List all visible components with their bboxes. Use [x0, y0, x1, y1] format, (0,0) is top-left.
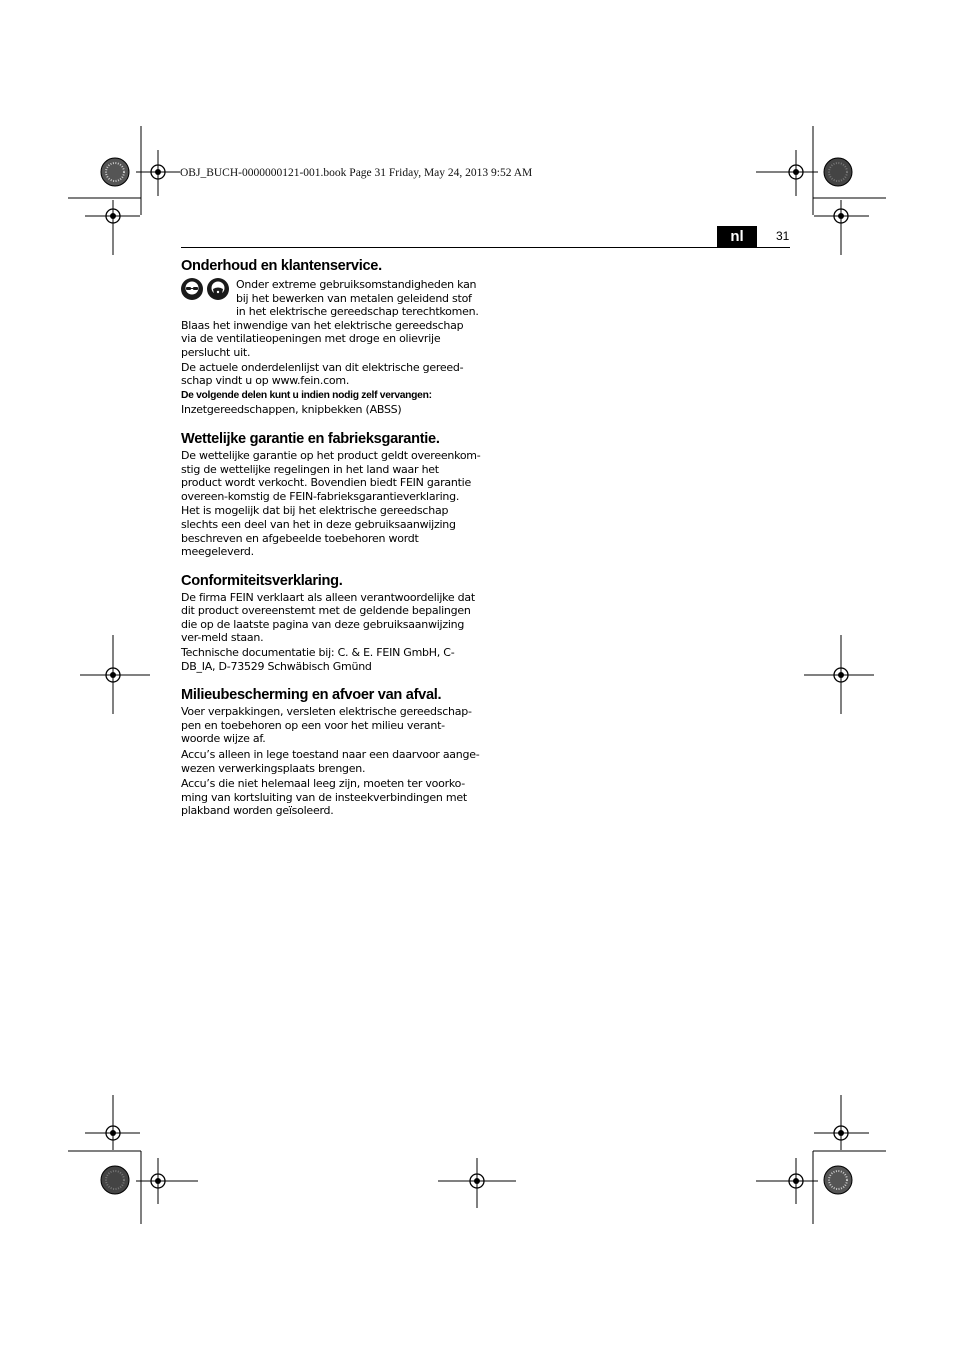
language-tab: nl [717, 226, 757, 247]
safety-note-text: Onder extreme gebruiksomstandigheden kan bij het bewerken van metalen geleidend stof in het elektrische gereedschap terechtkomen. [236, 278, 479, 319]
page-number: 31 [776, 229, 790, 243]
safety-icons [181, 278, 236, 300]
header-rule [181, 247, 790, 248]
paragraph: De firma FEIN verklaart als alleen verantwoordelijke dat dit product overeenstemt met de geldende bepalingen die op de laatste pagina van deze gebruiksaanwijzing ver-meld staan. [181, 590, 475, 645]
paragraph: Accu’s die niet helemaal leeg zijn, moeten ter voorko-ming van kortsluiting van de insteekverbindingen met plakband worden geïsoleerd. [181, 777, 467, 818]
paragraph: De wettelijke garantie op het product geldt overeenkom-stig de wettelijke regelingen in het land waar het product wordt verkocht. Bovendien biedt FEIN garantie overeen-komstig de FEIN-fabrieksgarantieverklaring. [181, 448, 481, 503]
dust-mask-icon [207, 278, 229, 300]
replaceable-parts-list: Inzetgereedschappen, knipbekken (ABSS) [181, 403, 402, 417]
paragraph: Het is mogelijk dat bij het elektrische gereedschap slechts een deel van het in deze gebruiksaanwijzing beschreven en afgebeelde toebehoren wordt meegeleverd. [181, 504, 456, 559]
paragraph: Blaas het inwendige van het elektrische gereedschap via de ventilatieopeningen met droge en olievrije perslucht uit. [181, 318, 464, 359]
main-content [181, 257, 481, 818]
paragraph: Accu’s alleen in lege toestand naar een daarvoor aange-wezen verwerkingsplaats brengen. [181, 748, 480, 775]
print-slug: OBJ_BUCH-0000000121-001.book Page 31 Friday, May 24, 2013 9:52 AM [180, 167, 533, 179]
replaceable-parts-heading: De volgende delen kunt u indien nodig zelf vervangen: [181, 389, 432, 401]
safety-note [181, 278, 481, 319]
section-title-environment: Milieubescherming en afvoer van afval. [181, 687, 442, 704]
paragraph: Technische documentatie bij: C. & E. FEIN GmbH, C-DB_IA, D-73529 Schwäbisch Gmünd [181, 646, 455, 673]
section-title-maintenance: Onderhoud en klantenservice. [181, 258, 382, 274]
section-title-conformity: Conformiteitsverklaring. [181, 572, 343, 589]
safety-goggles-icon [181, 278, 203, 300]
section-title-warranty: Wettelijke garantie en fabrieksgarantie. [181, 430, 440, 447]
paragraph: De actuele onderdelenlijst van dit elektrische gereed-schap vindt u op www.fein.com. [181, 360, 464, 388]
paragraph: Voer verpakkingen, versleten elektrische gereedschap-pen en toebehoren op een voor het milieu verant-woorde wijze af. [181, 705, 472, 746]
